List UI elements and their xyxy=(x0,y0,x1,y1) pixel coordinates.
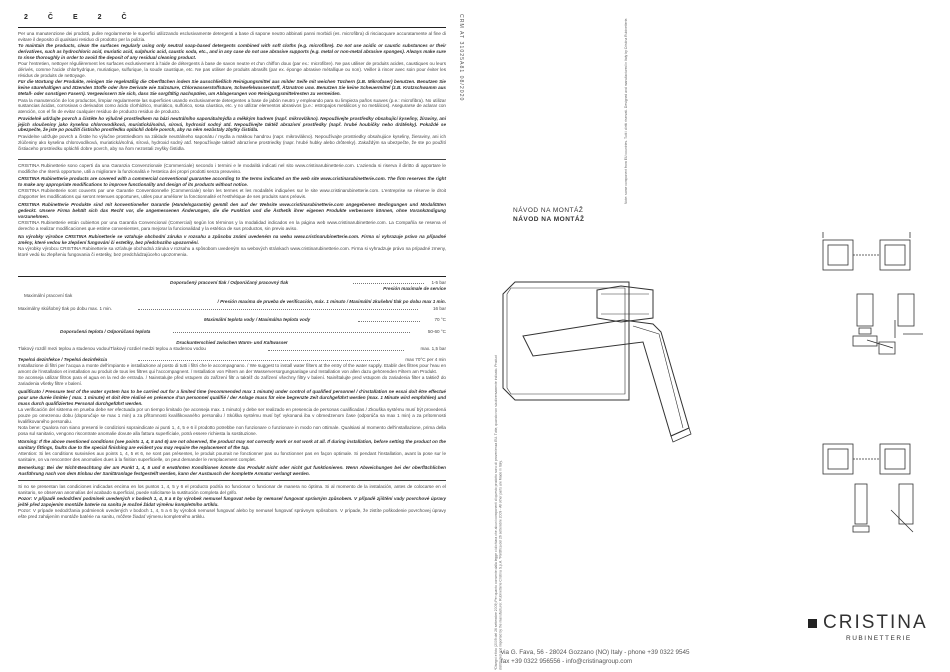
spec-max-pressure-heading: Presión maximale de service xyxy=(383,286,446,292)
spec-max-working: Maximální pracovní tlak xyxy=(24,292,73,298)
maintenance-sk: Pravidelne udržujte povrch a čistite ho výlučne prostriedkom na základe neutrálneho saponátu / mydla a mäkkou handrou (napr. mikrovlákno). Nepoužívajte prostriedky obsahujúce kyseliny, žieraviny, ani ich zlúčeniny ako kyselina chlorovodíková, muriatická/soľná, sírová, hydroxid sodný atď. Nepoužívajte taktiež abrazívne prostriedky (napr. hrubé hubky alebo drôtenky). Zakaždým sa ubezpečte, že ste po použití čistiaceho prostriedku opláchli dobre povrch, aby na ňom nezostali zvyšky čistidla. xyxy=(18,133,446,151)
warranty-it: CRISTINA Rubinetterie sono coperti da una Garanzia Convenzionale (Commerciale) secondo i termini e le modalità indicati nel sito www.cristinarubinetterie.com. L'azienda si riserva il diritto di apportare le modifiche che riterrà opportune, utili a migliorare la funzionalità e l'estetica dei propri prodotti senza preavviso. xyxy=(18,163,446,175)
warranty-section xyxy=(18,163,446,257)
note-sk: Pozor: V prípade nedodržania podmienok uvedených v bodoch 1, 4, 5 a 6 by výrobok nemusel fungovať alebo by nemusel fungovať správnym spôsobom. V prípade, že zistíte poškodenie povrchovej úpravy ešte pred zahájením montáže batérie na sanitu, môžete žiadať výmenu kompletného artiklu. xyxy=(18,508,446,520)
spec-test-pressure-2: Maximálny skúšobný tlak po dobu max. 1 min. 16 bar xyxy=(18,305,446,311)
spec-diff-heading: Druckunterschied zwischen Warm- und Kaltwasser xyxy=(176,340,288,346)
warranty-cs: Na výrobky výrobce CRISTINA Rubinetterie se vztahuje obchodní záruka v rozsahu a způsobu známi uvedeném na webu www.cristinarubinetterie.com. Firma si vyhrazuje právo na případné změny, které vedou ke zlepšení fungování či estetiky, bez předchozího upozornění. xyxy=(18,233,446,245)
technical-views xyxy=(823,232,923,532)
maintenance-en: To maintain the products, clean the surfaces regularly using only neutral soap-based detergents combined with soft cloths (e.g. microfibre). Do not use acidic or caustic substances or their derivatives, such as hydrochloric acid, muriatic acid, sulphuric acid, caustic soda, etc., and in any case do not use abrasive supports (e.g. metal or non-metal abrasive sponges). Always make sure to rinse thoroughly in order to avoid the deposit of any residual cleaning product. xyxy=(18,43,446,61)
company-footer xyxy=(501,648,690,666)
installation-section xyxy=(18,363,446,520)
footer-contact: fax +39 0322 956556 - info@cristinagroup.com xyxy=(501,658,633,665)
title-block xyxy=(513,207,585,224)
warranty-de: CRISTINA Rubinetterie Produkte sind mit konventioneller Garantie (Handelsgarantie) gemäß den auf der Website www.cristinarubinetterie.com angegebenen Bedingungen und Modalitäten gedeckt. Unsere Firma behält sich das Recht vor, die angemessenen Änderungen, die die Funktion und die Ästhetik ihrer eigenen Produkte verbessern können, ohne Vorankündigung vorzunehmen. xyxy=(18,201,446,219)
spec-max-temp: Maximální teplota vody / Maximálna teplota vody 70 °C xyxy=(204,317,446,323)
note-es: Si no se presentan las condiciones indicadas encima en los puntos 1, 4, 5 y 6 el producto podría no funcionar o funcionar de manera no óptima. Si al momento de la instalación, antes de colocarse en el sanitario, se observan anomalías del acabado superficial, puede solicitarse la sustitución completa del grifo. xyxy=(18,483,446,495)
warranty-en: CRISTINA Rubinetterie products are covered with a commercial conventional guarantee according to the terms indicated on the web site www.cristinarubinetterie.com. The firm reserves the right to make any appropriate modifications to improve functionality and design of its products without notice. xyxy=(18,175,446,187)
page-heading xyxy=(18,14,446,24)
maintenance-section xyxy=(18,31,446,151)
note-de: Bemerkung: Bei der Nicht-Beachtung der am Punkt 1, 4, 5 und 6 erwähnten Konditionen könnte das Produkt nicht oder nicht gut funktionieren. Wenn Abweichungen bei der oberflächlichen Ausführung nach von dem Einbau der Sanitäranlage festgestellt werden, kann der Austausch der komplette Armatur verlangt werden. xyxy=(18,465,446,476)
instructions-column xyxy=(18,14,446,521)
install-pressure-test: qualificato / Pressure test of the water system has to be carried out for a limited time (recommended max 1 minute) under control of qualified personnel / d'installation ne essai doit être effectué pour une durée limitée ( max. 1 minute) et doit être réalisé en présence d'un personnel qualifié / der Anlage muss für eine begrenzte Zeit durchgeführt werden (max. 1 Minute wird empfohlen) und muss durch qualifiziertes Personal durchgeführt werden. xyxy=(18,389,446,406)
maintenance-it: Per una manutenzione dei prodotti, pulire regolarmente le superfici utilizzando esclusivamente detergenti a base di sapone neutro abbinati panni morbidi (es. microfibra) di risciacquare accuratamente al fine di evitare il deposito di qualsiasi residuo di prodotto per la pulizia. xyxy=(18,31,446,42)
warranty-sk: Na výrobky výrobcu CRISTINA Rubinetterie sa vzťahuje obchodná záruka v rozsahu a spôsobom uvedeným na webových stránkach www.cristinarubinetterie.com. Firma si vyhradzuje právo na prípadné zmeny, ktoré vedú ku zlepšeniu fungovania či estetiky, bez predchádzajúceho upozornenia. xyxy=(18,245,446,257)
heading-code-3: E xyxy=(72,14,84,21)
spec-disinfection: Tepelná dezinfekce / Tepelná dezinfekcia max 70°C per 4 min xyxy=(18,356,446,362)
warranty-es: CRISTINA Rubinetterie están cubiertos por una Garantía Convencional (Comercial) según los términos y la modalidad indicados en la página web www.cristinarubinetterie.com. La Compañía se reserva el derecho a realizar modificaciones que estime convenientes, para mejorar la funcionalidad y la estética de sus productos, sin previo aviso. xyxy=(18,219,446,231)
logo-square-icon xyxy=(808,619,817,628)
maintenance-de: Für die Wartung der Produkte, reinigen Sie regelmäßig die Oberflächen indem Sie ausschließlich Reinigungsmittel aus milder Seife mit weichen Tüchern (z.B. Mikrofaser) benutzen. Benutzen Sie keine säurehaltigen und ätzenden Stoffe oder ihre Derivate wie Salzsäure, Chlorwasserstoffsäure, Schwefelwasserstoff, Ätznatron usw. Benutzen Sie keine Scheuermittel (z.B. Kratzschwamm aus Metall- oder sonstigen Fasern). Vergewissern Sie sich, dass Sie sorgfältig nachspülen, um Ablagerungen von Reinigungsmittelresten zu vermeiden. xyxy=(18,79,446,97)
heading-code-4: 2 xyxy=(97,14,108,21)
heading-code-1: 2 xyxy=(24,14,34,21)
spec-diff: Tlakový rozdíl mezi teplou a studenou vodou/Tlakový rozdiel medzi teplou a studenou vodou max. 1,5 bar xyxy=(18,346,446,352)
divider xyxy=(18,159,446,160)
title-line-1: NÁVOD NA MONTÁŽ xyxy=(513,207,584,214)
spec-rec-temp: Doporučená teplota / Odporúčaná teplota 50-60 °C xyxy=(60,328,446,334)
wall-plate xyxy=(503,282,629,400)
cristina-logo xyxy=(808,612,928,642)
note-it: Nota bene: Qualora non siano presenti le condizioni sopraindicate ai punti 1, 4, 5 e 6 il prodotto potrebbe non funzionare o funzionare in modo non ottimale. Qualsiasi al momento dell'installazione, prima della posa sul sanitario, vengono riscontrate anomalie dovute alla fattura superficiale, potrà essere richiesta la sostituzione. xyxy=(18,425,446,437)
logo-sub: RUBINETTERIE xyxy=(846,635,912,642)
divider xyxy=(18,480,446,481)
logo-brand: CRISTINA xyxy=(823,612,928,633)
maintenance-es: Para la manutención de los productos, limpiar regularmente las superficies usando exclusivamente detergentes a base de jabón neutro y empleando para su limpieza paños suaves (p.e.: microfibra). No utilizar sustancias ácidas, corrosivas o derivados como ácido clorhídrico, muriático, sulfúrico, sosa cáustica, etc. y no utilizar elementos abrasivos (p.e.: estropajos metálicos y no metálicos). Asegurarse de aclarar con atención, con el fin de evitar cualquier residuo de producto residuo de producto. xyxy=(18,97,446,115)
document-code: CRM AT 31025A81 08/2020 xyxy=(458,14,464,102)
note-en: Warning: If the above mentioned conditions (see points 1, 4, 5 and 6) are not observed, the product may not correctly work or not work at all. If during installation, before setting the product on the sanitary fittings, faults due to the special finishing are evident you may require the replacement of the tap. xyxy=(18,439,446,450)
install-filters: Installazione di filtri per l'acqua a monte dell'impianto e installazione al posto di tutti i filtri che le accompagnano. / We suggest to install water filters at the entry of the water supply. Etablir des filtres pour l'eau en amont de l'installation et installation au produit de tous les filtres qui l'accompagnent. / Installation von Filtern an der Wasserversorgungsanlage und Installation von allen dazu gehörenden Filtern am Produkt. xyxy=(18,363,446,374)
title-line-2: NÁVOD NA MONTÁŽ xyxy=(513,215,585,223)
spec-min-pressure: Doporučený pracovní tlak / Odporúčaný pracovný tlak 1-5 bar xyxy=(170,279,446,285)
specs-section xyxy=(18,280,446,363)
footer-address: via G. Fava, 56 - 28024 Gozzano (NO) Italy - phone +39 0322 9545 xyxy=(501,649,690,656)
maintenance-fr: Pour l'entretien, nettoyer régulièrement les surfaces exclusivement à l'aide de détergents à base de savon neutre et d'un chiffon doux (par ex.: microfibre). Ne pas utiliser de produits acides, caustiques ou leurs dérivés, comme l'acide chlorhydrique, muriatique, sulfurique, la soude caustique, etc. Ne pas utiliser de produits abrasifs (par ex. éponge abrasive métallique ou non). Veiller à rincer avec soin pour éviter les résidus de produits de nettoyage. xyxy=(18,61,446,79)
note-cs: Pozor: V případě nedodržení podmínek uvedených v bodech 1, 4, 5 a 6 by výrobek nemusel fungovat nebo by nemusel fungovat správným způsobem. V případě zjištění vady povrchové úpravy ještě před zapojením montáže baterie na sanitu je možné žádat výměnu kompletního artiklu. xyxy=(18,496,446,508)
maintenance-cs: Pravidelně udržujte povrch a čistěte ho výlučně prostředkem na bázi neutrálního saponátu/mýdla a měkkým hadrem (např. mikrovlákno). Nepoužívejte prostředky obsahující kyseliny, žíraviny, ani jejich sloučeniny jako kyselina chlorovodíková, muriatická/solná, sírová, hydroxid sodný atd. Nepoužívejte taktéž abrazivní prostředky (např. hrubé houbičky nebo drátěnky). Pokaždé se ubezpečte, že jste po použití čisticího prostředku opláchli dobře povrch, aby na něm nezůstaly zbytky čistidla. xyxy=(18,115,446,133)
install-pressure-test-es: La verificación del sistema en prueba debe ser efectuada por un tiempo limitado (se aconseja max. 1 minuto) y debe ser realizado en presencia de personas cualificadas / Zkouška systému musí být provedená pouze po omezenou dobu (doporučuje se max 1 min) a za přítomnosti kvalifikovaného personálu / Skúška systému musí byť vykonaná iba v obmedzenom čase (odporúča sa max 1 min) a za prítomnosti kvalifikovaného personálu. xyxy=(18,407,446,424)
faucet-drawing xyxy=(493,230,923,560)
install-filters-es-cs: Se aconseja utilizar filtros para el agua en la red de entrada. / Nainstalujte před vstupem do zařízení filtr a taktéž do zařízení všechny filtry v balení. Nainštalujte pred vstupom do zariadenia filter a taktiež do zariadenia všetky filtre v balení. xyxy=(18,375,446,387)
note-fr: Attention: Si les conditions susvisées aux points 1, 4, 5 et 6, ne sont pas présentes, le produit pourrait ne fonctionner pas ou fonctionner pas en façon optimale. Si pendant l'installation, avant la pose sur le sanitaire, on va rencontrer des anomalies dues à la finition superficielle, on peut demander le remplacement complet. xyxy=(18,451,446,463)
divider xyxy=(18,276,446,277)
spec-test-pressure: / Presión maxima de prueba de verificación, máx. 1 minuto / Maximální zkušební tlak po dobu max 1 min. xyxy=(217,299,446,305)
warranty-fr: CRISTINA Rubinetterie sont couverts par une Garantie Conventionnelle (Commerciale) selon les termes et les modalités indiquées sur le site www.cristinarubinetterie.com. L'entreprise se réserve le droit d'apporter les modifications qui seront retenues opportunes, utiles pour améliorer la fonctionnalité et l'esthétique de ses produits sans préavis. xyxy=(18,187,446,199)
divider xyxy=(18,27,446,28)
vertical-legal-notes: *Disegni e foto (2009 del 26 settembre 2009) Per quanto consente dalla legge ci dichiara che alcuni componenti di questo prodotto sono di provenienza EU. Tutte, quando non sia diversamente indicato. Product distributed and imported by the manufacturer. Rubinetterie Cristina S.p.A. *Rettifica del 26 settembre 2009 - All other parts are Made in Italy. xyxy=(494,355,503,670)
vertical-legal-notes-2: Note: some component from EU countries. Tutti i diritti riservati. Designed and manufactured in Italy by Cristina Rubinetterie. xyxy=(624,17,628,204)
spout xyxy=(523,320,689,436)
heading-code-2: Č xyxy=(47,14,59,21)
heading-code-5: Č xyxy=(121,14,133,21)
